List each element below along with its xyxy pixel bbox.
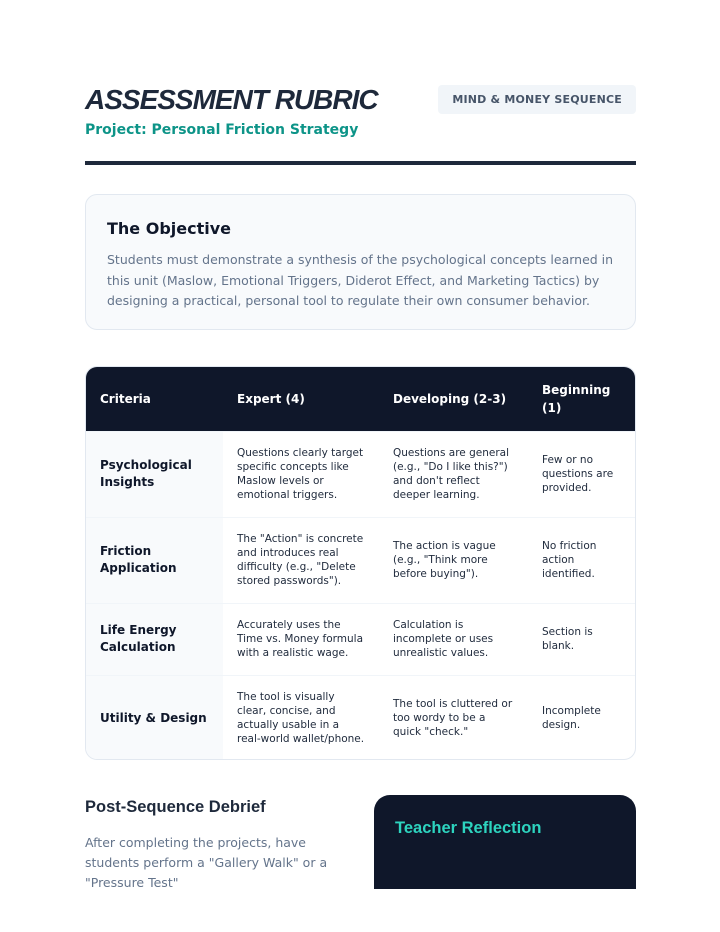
beginning-cell: Section is blank. [528,603,636,675]
expert-cell: Accurately uses the Time vs. Money formula with a realistic wage. [223,603,379,675]
table-header-row [86,367,636,431]
rubric-table-container [85,366,636,760]
page-header [85,84,636,138]
debrief-heading: Post-Sequence Debrief [85,798,266,816]
column-header-developing: Developing (2-3) [393,391,507,406]
teacher-reflection-card [374,795,636,889]
reflection-heading: Teacher Reflection [395,819,542,837]
developing-cell: The tool is cluttered or too wordy to be a quick "check." [379,675,528,760]
column-header-beginning: Beginning (1) [542,382,611,415]
expert-cell: The tool is visually clear, concise, and actually usable in a real-world wallet/phone. [223,675,379,760]
expert-cell: The "Action" is concrete and introduces real difficulty (e.g., "Delete stored passwords"). [223,517,379,603]
table-row [86,675,636,760]
beginning-cell: No friction action identified. [528,517,636,603]
criteria-cell: Life Energy Calculation [86,603,223,675]
developing-cell: Questions are general (e.g., "Do I like this?") and don't reflect deeper learning. [379,431,528,517]
criteria-cell: Friction Application [86,517,223,603]
column-header-criteria: Criteria [100,391,151,406]
criteria-cell: Psychological Insights [86,431,223,517]
objective-card [85,194,636,330]
project-subtitle: Project: Personal Friction Strategy [85,122,359,138]
rubric-table [86,367,636,760]
objective-body: Students must demonstrate a synthesis of the psychological concepts learned in this unit (Maslow, Emotional Triggers, Diderot Effect, and Marketing Tactics) by designing a practical, personal tool to regulate their own consumer behavior. [107,252,614,308]
developing-cell: The action is vague (e.g., "Think more before buying"). [379,517,528,603]
beginning-cell: Few or no questions are provided. [528,431,636,517]
debrief-section [85,798,355,893]
table-row [86,517,636,603]
table-row [86,431,636,517]
column-header-expert: Expert (4) [237,391,305,406]
table-row [86,603,636,675]
sequence-tag: MIND & MONEY SEQUENCE [438,85,636,114]
header-divider [85,161,636,165]
page-title: ASSESSMENT RUBRIC [85,84,378,115]
debrief-body: After completing the projects, have students perform a "Gallery Walk" or a "Pressure Test" [85,835,328,890]
developing-cell: Calculation is incomplete or uses unrealistic values. [379,603,528,675]
objective-heading: The Objective [107,219,232,238]
beginning-cell: Incomplete design. [528,675,636,760]
criteria-cell: Utility & Design [86,675,223,760]
expert-cell: Questions clearly target specific concepts like Maslow levels or emotional triggers. [223,431,379,517]
